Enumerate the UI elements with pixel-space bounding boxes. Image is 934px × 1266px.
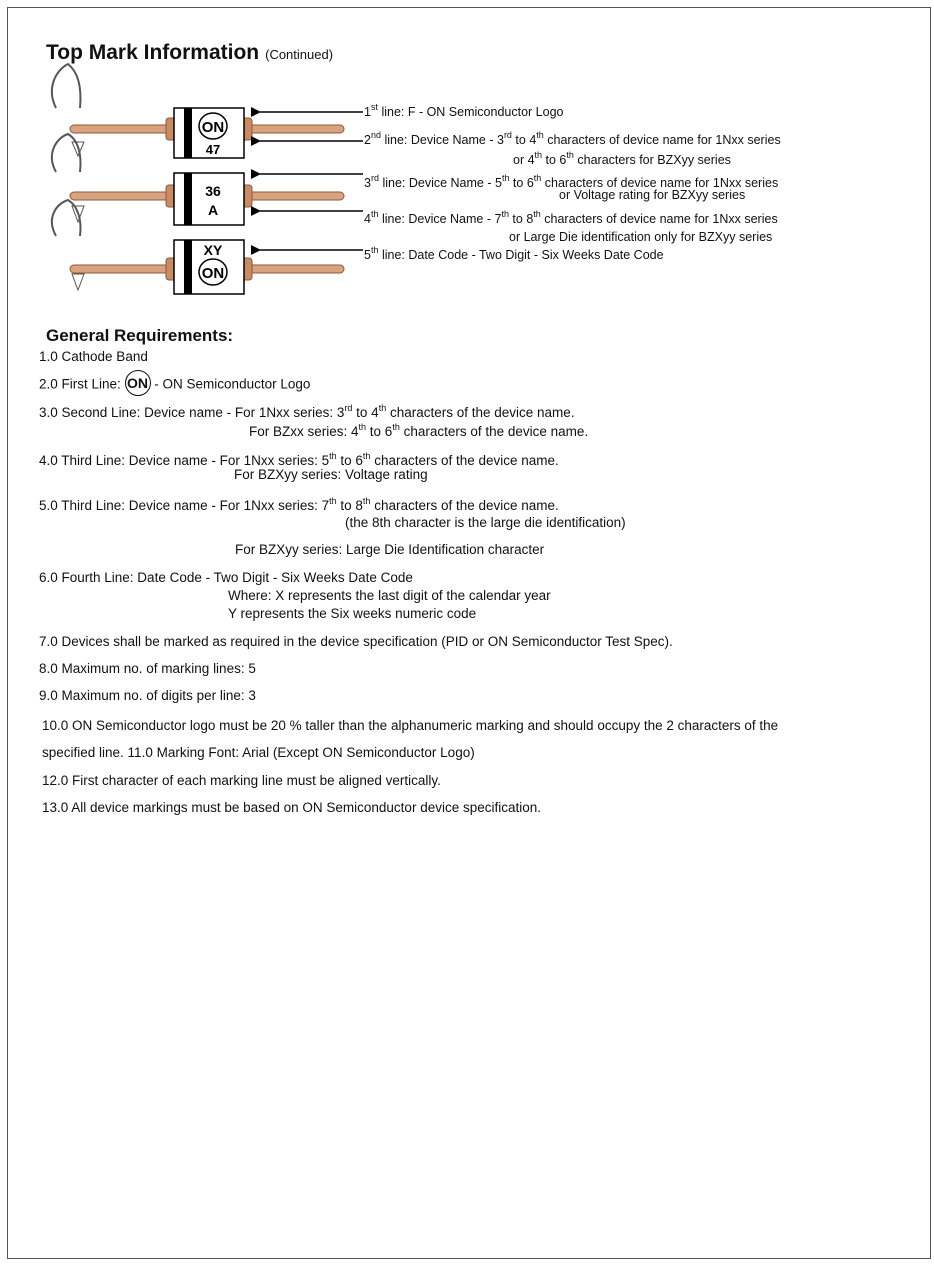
cathode-band xyxy=(184,240,192,294)
req-5-bzx: For BZXyy series: Large Die Identification character xyxy=(235,542,545,557)
req-6-where: Where: X represents the last digit of the calendar year xyxy=(228,588,551,603)
title-suffix: (Continued) xyxy=(265,47,334,62)
req-10-cont: specified line. 11.0 Marking Font: Arial (Except ON Semiconductor Logo) xyxy=(42,745,475,760)
diode-marking-diagram xyxy=(8,8,932,308)
line-2-desc: 2nd line: Device Name - 3rd to 4th characters of device name for 1Nxx series xyxy=(364,130,781,147)
line-2-desc-cont: or 4th to 6th characters for BZXyy series xyxy=(513,150,731,167)
req-1: 1.0 Cathode Band xyxy=(39,349,148,364)
line-5-desc: 5th line: Date Code - Two Digit - Six Weeks Date Code xyxy=(364,245,664,262)
page-title: Top Mark Information (Continued) xyxy=(46,41,334,64)
rotation-arrow-icon xyxy=(52,64,81,108)
req-4: 4.0 Third Line: Device name - For 1Nxx series: 5th to 6th characters of the device name. xyxy=(39,451,559,468)
req-8: 8.0 Maximum no. of marking lines: 5 xyxy=(39,661,256,676)
req-13: 13.0 All device markings must be based on ON Semiconductor device specification. xyxy=(42,800,542,815)
req-7: 7.0 Devices shall be marked as required in the device specification (PID or ON Semiconductor Test Spec). xyxy=(39,634,673,649)
marking-line-2: A xyxy=(207,202,219,218)
on-logo-text: ON xyxy=(201,119,225,136)
req-5: 5.0 Third Line: Device name - For 1Nxx series: 7th to 8th characters of the device name. xyxy=(39,496,559,513)
lead-right xyxy=(244,192,344,200)
req-5-note: (the 8th character is the large die identification) xyxy=(345,515,626,530)
req-4-cont: For BZXyy series: Voltage rating xyxy=(234,467,428,482)
lead-right xyxy=(244,125,344,133)
lead-left xyxy=(70,192,174,200)
general-requirements-heading: General Requirements: xyxy=(46,326,234,345)
lead-left xyxy=(70,125,174,133)
document-page xyxy=(7,7,931,1259)
line-3-desc-cont: or Voltage rating for BZXyy series xyxy=(559,188,746,202)
line-3-desc: 3rd line: Device Name - 5th to 6th characters of device name for 1Nxx series xyxy=(364,173,779,190)
device-number: 47 xyxy=(205,142,221,157)
req-6: 6.0 Fourth Line: Date Code - Two Digit - Six Weeks Date Code xyxy=(39,570,413,585)
req-3-cont: For BZxx series: 4th to 6th characters of the device name. xyxy=(249,422,589,439)
req-6-y: Y represents the Six weeks numeric code xyxy=(228,606,477,621)
line-4-desc: 4th line: Device Name - 7th to 8th characters of device name for 1Nxx series xyxy=(364,209,778,226)
lead-left xyxy=(70,265,174,273)
req-2: 2.0 First Line: ON - ON Semiconductor Logo xyxy=(39,374,310,396)
line-1-desc: 1st line: F - ON Semiconductor Logo xyxy=(364,102,564,119)
rotation-arrowhead-icon xyxy=(72,274,84,290)
lead-right xyxy=(244,265,344,273)
cathode-band xyxy=(184,108,192,158)
on-logo-text: ON xyxy=(201,265,225,282)
marking-line-1: 36 xyxy=(205,183,221,199)
cathode-band xyxy=(184,173,192,225)
req-3: 3.0 Second Line: Device name - For 1Nxx series: 3rd to 4th characters of the device name. xyxy=(39,403,575,420)
req-10: 10.0 ON Semiconductor logo must be 20 % taller than the alphanumeric marking and should occupy the 2 characters of the xyxy=(42,718,779,733)
line-4-desc-cont: or Large Die identification only for BZXyy series xyxy=(509,230,773,244)
req-9: 9.0 Maximum no. of digits per line: 3 xyxy=(39,688,256,703)
on-logo-icon: ON xyxy=(125,370,151,396)
req-12: 12.0 First character of each marking line must be aligned vertically. xyxy=(42,773,441,788)
diode-1 xyxy=(52,64,344,158)
date-code: XY xyxy=(203,242,223,258)
